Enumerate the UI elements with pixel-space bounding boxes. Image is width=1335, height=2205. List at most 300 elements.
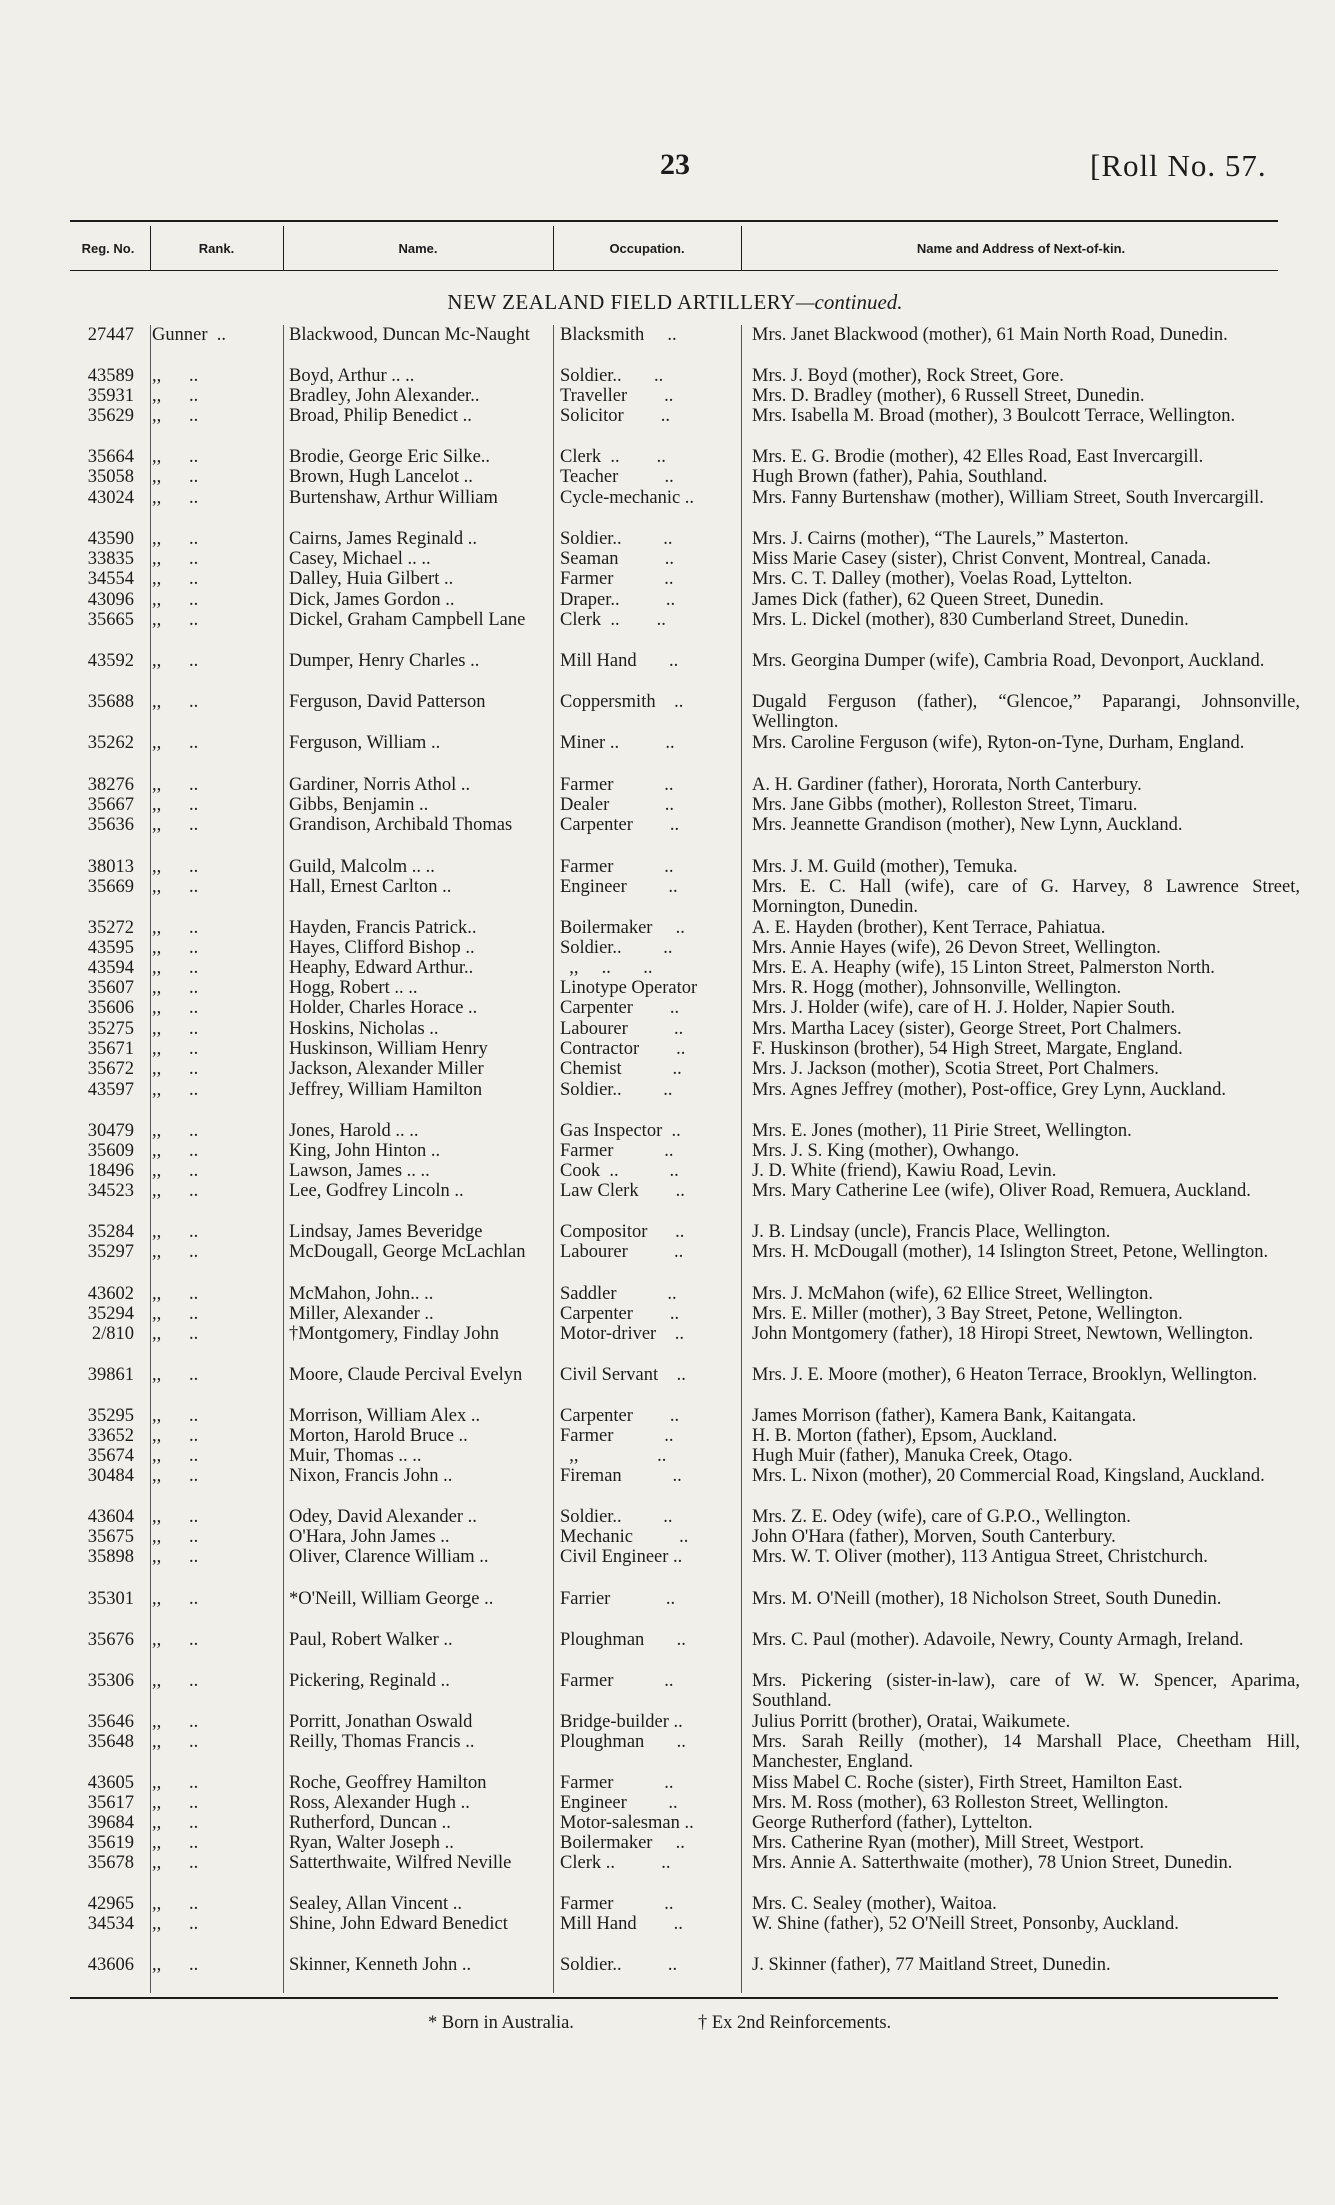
- rank-cell: ,, ..: [152, 1955, 199, 1975]
- name-cell: Ryan, Walter Joseph ..: [289, 1833, 454, 1853]
- next-of-kin-cell: Julius Porritt (brother), Oratai, Waikumete.: [752, 1712, 1071, 1732]
- occupation-cell: Clerk .. ..: [560, 610, 666, 630]
- occupation-cell: Clerk .. ..: [560, 1853, 671, 1873]
- next-of-kin-cell: J. Skinner (father), 77 Maitland Street, Dunedin.: [752, 1955, 1111, 1975]
- name-cell: Dickel, Graham Campbell Lane: [289, 610, 526, 630]
- name-cell: O'Hara, John James ..: [289, 1527, 450, 1547]
- reg-no-cell: 35609: [87, 1141, 134, 1161]
- rank-cell: ,, ..: [152, 386, 199, 406]
- reg-no-cell: 43590: [87, 529, 134, 549]
- rank-cell: ,, ..: [152, 775, 199, 795]
- occupation-cell: Farmer ..: [560, 1671, 674, 1691]
- name-cell: Skinner, Kenneth John ..: [289, 1955, 472, 1975]
- name-cell: Jeffrey, William Hamilton: [289, 1080, 483, 1100]
- occupation-cell: Law Clerk ..: [560, 1181, 685, 1201]
- rank-cell: ,, ..: [152, 1222, 199, 1242]
- next-of-kin-cell: Mrs. Isabella M. Broad (mother), 3 Boulcott Terrace, Wellington.: [752, 406, 1236, 426]
- next-of-kin-cell: Hugh Muir (father), Manuka Creek, Otago.: [752, 1446, 1073, 1466]
- name-cell: Hogg, Robert .. ..: [289, 978, 418, 998]
- next-of-kin-cell: James Dick (father), 62 Queen Street, Dunedin.: [752, 590, 1104, 610]
- name-cell: Lindsay, James Beveridge: [289, 1222, 483, 1242]
- occupation-cell: Civil Engineer ..: [560, 1547, 683, 1567]
- rank-cell: ,, ..: [152, 1466, 199, 1486]
- next-of-kin-cell: A. H. Gardiner (father), Hororata, North Canterbury.: [752, 775, 1142, 795]
- reg-no-cell: 35678: [87, 1853, 134, 1873]
- rank-cell: ,, ..: [152, 857, 199, 877]
- rank-cell: ,, ..: [152, 1121, 199, 1141]
- next-of-kin-cell: Mrs. H. McDougall (mother), 14 Islington Street, Petone, Wellington.: [752, 1242, 1269, 1262]
- rank-cell: ,, ..: [152, 1406, 199, 1426]
- column-header-occupation: Occupation.: [609, 241, 685, 256]
- reg-no-cell: 33652: [87, 1426, 134, 1446]
- reg-no-cell: 35617: [87, 1793, 134, 1813]
- next-of-kin-cell: Mrs. M. O'Neill (mother), 18 Nicholson Street, South Dunedin.: [752, 1589, 1222, 1609]
- reg-no-cell: 35672: [87, 1059, 134, 1079]
- name-cell: Lee, Godfrey Lincoln ..: [289, 1181, 464, 1201]
- next-of-kin-cell: Mrs. Pickering (sister-in-law), care of W. W. Spencer, Aparima, Southland.: [752, 1671, 1300, 1711]
- reg-no-cell: 35295: [87, 1406, 134, 1426]
- name-cell: Brodie, George Eric Silke..: [289, 447, 491, 467]
- rank-cell: ,, ..: [152, 1019, 199, 1039]
- rank-cell: ,, ..: [152, 1712, 199, 1732]
- reg-no-cell: 38276: [87, 775, 134, 795]
- occupation-cell: Chemist ..: [560, 1059, 682, 1079]
- name-cell: Odey, David Alexander ..: [289, 1507, 477, 1527]
- rank-cell: ,, ..: [152, 918, 199, 938]
- occupation-cell: Boilermaker ..: [560, 1833, 685, 1853]
- rank-cell: ,, ..: [152, 549, 199, 569]
- rank-cell: ,, ..: [152, 1671, 199, 1691]
- column-header-name: Name.: [398, 241, 438, 256]
- name-cell: McDougall, George McLachlan: [289, 1242, 526, 1262]
- page-number: 23: [660, 148, 690, 181]
- reg-no-cell: 35262: [87, 733, 134, 753]
- next-of-kin-cell: F. Huskinson (brother), 54 High Street, Margate, England.: [752, 1039, 1183, 1059]
- reg-no-cell: 35646: [87, 1712, 134, 1732]
- reg-no-cell: 35306: [87, 1671, 134, 1691]
- next-of-kin-cell: Dugald Ferguson (father), “Glencoe,” Paparangi, Johnsonville, Wellington.: [752, 692, 1300, 732]
- next-of-kin-cell: Mrs. M. Ross (mother), 63 Rolleston Street, Wellington.: [752, 1793, 1169, 1813]
- reg-no-cell: 34523: [87, 1181, 134, 1201]
- rank-cell: ,, ..: [152, 1242, 199, 1262]
- reg-no-cell: 35931: [87, 386, 134, 406]
- name-cell: Morrison, William Alex ..: [289, 1406, 481, 1426]
- reg-no-cell: 43606: [87, 1955, 134, 1975]
- rank-cell: ,, ..: [152, 1833, 199, 1853]
- occupation-cell: Saddler ..: [560, 1284, 677, 1304]
- rank-cell: ,, ..: [152, 1304, 199, 1324]
- name-cell: Lawson, James .. ..: [289, 1161, 430, 1181]
- occupation-cell: Miner .. ..: [560, 733, 675, 753]
- occupation-cell: Solicitor ..: [560, 406, 670, 426]
- next-of-kin-cell: Mrs. W. T. Oliver (mother), 113 Antigua Street, Christchurch.: [752, 1547, 1208, 1567]
- column-rule: [741, 325, 742, 1993]
- header-rule-bottom: [70, 270, 1278, 271]
- occupation-cell: Clerk .. ..: [560, 447, 666, 467]
- rank-cell: ,, ..: [152, 590, 199, 610]
- reg-no-cell: 43589: [87, 366, 134, 386]
- name-cell: Morton, Harold Bruce ..: [289, 1426, 468, 1446]
- occupation-cell: Labourer ..: [560, 1242, 684, 1262]
- next-of-kin-cell: Mrs. Fanny Burtenshaw (mother), William Street, South Invercargill.: [752, 488, 1264, 508]
- name-cell: Dalley, Huia Gilbert ..: [289, 569, 454, 589]
- name-cell: Burtenshaw, Arthur William: [289, 488, 498, 508]
- name-cell: Jackson, Alexander Miller: [289, 1059, 484, 1079]
- rank-cell: ,, ..: [152, 447, 199, 467]
- occupation-cell: Gas Inspector ..: [560, 1121, 681, 1141]
- rank-cell: ,, ..: [152, 1914, 199, 1934]
- footnote-born-australia: * Born in Australia.: [428, 2013, 574, 2033]
- name-cell: Ross, Alexander Hugh ..: [289, 1793, 470, 1813]
- next-of-kin-cell: Mrs. Annie A. Satterthwaite (mother), 78 Union Street, Dunedin.: [752, 1853, 1233, 1873]
- name-cell: Porritt, Jonathan Oswald: [289, 1712, 473, 1732]
- name-cell: Gardiner, Norris Athol ..: [289, 775, 471, 795]
- occupation-cell: Mechanic ..: [560, 1527, 689, 1547]
- reg-no-cell: 43024: [87, 488, 134, 508]
- next-of-kin-cell: Mrs. Catherine Ryan (mother), Mill Street, Westport.: [752, 1833, 1145, 1853]
- rank-cell: ,, ..: [152, 815, 199, 835]
- name-cell: Holder, Charles Horace ..: [289, 998, 478, 1018]
- reg-no-cell: 35294: [87, 1304, 134, 1324]
- rank-cell: ,, ..: [152, 1426, 199, 1446]
- reg-no-cell: 43096: [87, 590, 134, 610]
- name-cell: Pickering, Reginald ..: [289, 1671, 450, 1691]
- column-rule: [553, 325, 554, 1993]
- rank-cell: ,, ..: [152, 1527, 199, 1547]
- occupation-cell: Soldier.. ..: [560, 366, 664, 386]
- rank-cell: ,, ..: [152, 1446, 199, 1466]
- reg-no-cell: 35676: [87, 1630, 134, 1650]
- name-cell: Oliver, Clarence William ..: [289, 1547, 489, 1567]
- occupation-cell: Soldier.. ..: [560, 1955, 678, 1975]
- occupation-cell: Carpenter ..: [560, 998, 680, 1018]
- reg-no-cell: 35648: [87, 1732, 134, 1752]
- reg-no-cell: 35665: [87, 610, 134, 630]
- reg-no-cell: 35671: [87, 1039, 134, 1059]
- next-of-kin-cell: Mrs. E. A. Heaphy (wife), 15 Linton Street, Palmerston North.: [752, 958, 1215, 978]
- rank-cell: ,, ..: [152, 1853, 199, 1873]
- occupation-cell: Soldier.. ..: [560, 1080, 673, 1100]
- occupation-cell: Labourer ..: [560, 1019, 684, 1039]
- next-of-kin-cell: Mrs. J. Boyd (mother), Rock Street, Gore.: [752, 366, 1064, 386]
- reg-no-cell: 18496: [87, 1161, 134, 1181]
- next-of-kin-cell: Mrs. E. C. Hall (wife), care of G. Harvey, 8 Lawrence Street, Mornington, Dunedin.: [752, 877, 1300, 917]
- rank-cell: ,, ..: [152, 692, 199, 712]
- next-of-kin-cell: Mrs. C. T. Dalley (mother), Voelas Road, Lyttelton.: [752, 569, 1133, 589]
- rank-cell: ,, ..: [152, 1773, 199, 1793]
- rank-cell: ,, ..: [152, 1894, 199, 1914]
- name-cell: Bradley, John Alexander..: [289, 386, 480, 406]
- occupation-cell: Engineer ..: [560, 877, 678, 897]
- next-of-kin-cell: Mrs. J. M. Guild (mother), Temuka.: [752, 857, 1018, 877]
- reg-no-cell: 43595: [87, 938, 134, 958]
- occupation-cell: Seaman ..: [560, 549, 675, 569]
- column-rule: [283, 325, 284, 1993]
- occupation-cell: Blacksmith ..: [560, 325, 677, 345]
- rank-cell: ,, ..: [152, 569, 199, 589]
- name-cell: Hall, Ernest Carlton ..: [289, 877, 452, 897]
- occupation-cell: Soldier.. ..: [560, 1507, 673, 1527]
- rank-cell: ,, ..: [152, 406, 199, 426]
- next-of-kin-cell: Hugh Brown (father), Pahia, Southland.: [752, 467, 1048, 487]
- next-of-kin-cell: John Montgomery (father), 18 Hiropi Street, Newtown, Wellington.: [752, 1324, 1254, 1344]
- next-of-kin-cell: Mrs. Janet Blackwood (mother), 61 Main North Road, Dunedin.: [752, 325, 1228, 345]
- rank-cell: ,, ..: [152, 1365, 199, 1385]
- rank-cell: ,, ..: [152, 1324, 199, 1344]
- name-cell: *O'Neill, William George ..: [289, 1589, 494, 1609]
- next-of-kin-cell: Mrs. E. Miller (mother), 3 Bay Street, Petone, Wellington.: [752, 1304, 1183, 1324]
- reg-no-cell: 35284: [87, 1222, 134, 1242]
- rank-cell: ,, ..: [152, 1161, 199, 1181]
- reg-no-cell: 43594: [87, 958, 134, 978]
- reg-no-cell: 35675: [87, 1527, 134, 1547]
- header-rule-top: [70, 220, 1278, 222]
- name-cell: Cairns, James Reginald ..: [289, 529, 478, 549]
- occupation-cell: Farmer ..: [560, 1141, 674, 1161]
- next-of-kin-cell: Mrs. Georgina Dumper (wife), Cambria Road, Devonport, Auckland.: [752, 651, 1265, 671]
- name-cell: Casey, Michael .. ..: [289, 549, 431, 569]
- occupation-cell: ,, ..: [560, 1446, 667, 1466]
- reg-no-cell: 38013: [87, 857, 134, 877]
- reg-no-cell: 35606: [87, 998, 134, 1018]
- name-cell: Nixon, Francis John ..: [289, 1466, 453, 1486]
- rank-cell: ,, ..: [152, 733, 199, 753]
- occupation-cell: Mill Hand ..: [560, 1914, 683, 1934]
- reg-no-cell: 27447: [87, 325, 134, 345]
- column-header-reg-no: Reg. No.: [81, 241, 135, 256]
- name-cell: Grandison, Archibald Thomas: [289, 815, 513, 835]
- next-of-kin-cell: H. B. Morton (father), Epsom, Auckland.: [752, 1426, 1058, 1446]
- name-cell: Miller, Alexander ..: [289, 1304, 434, 1324]
- occupation-cell: Ploughman ..: [560, 1630, 686, 1650]
- name-cell: Ferguson, David Patterson: [289, 692, 486, 712]
- next-of-kin-cell: Mrs. J. Jackson (mother), Scotia Street, Port Chalmers.: [752, 1059, 1159, 1079]
- reg-no-cell: 30484: [87, 1466, 134, 1486]
- name-cell: Shine, John Edward Benedict: [289, 1914, 508, 1934]
- name-cell: Broad, Philip Benedict ..: [289, 406, 472, 426]
- rank-cell: ,, ..: [152, 1080, 199, 1100]
- next-of-kin-cell: Mrs. Agnes Jeffrey (mother), Post-office, Grey Lynn, Auckland.: [752, 1080, 1227, 1100]
- name-cell: Reilly, Thomas Francis ..: [289, 1732, 475, 1752]
- occupation-cell: Farmer ..: [560, 857, 674, 877]
- next-of-kin-cell: John O'Hara (father), Morven, South Canterbury.: [752, 1527, 1116, 1547]
- section-title: NEW ZEALAND FIELD ARTILLERY: [447, 290, 796, 314]
- reg-no-cell: 35272: [87, 918, 134, 938]
- name-cell: Sealey, Allan Vincent ..: [289, 1894, 463, 1914]
- rank-cell: ,, ..: [152, 795, 199, 815]
- rank-cell: ,, ..: [152, 1039, 199, 1059]
- next-of-kin-cell: James Morrison (father), Kamera Bank, Kaitangata.: [752, 1406, 1137, 1426]
- occupation-cell: ,, .. ..: [560, 958, 653, 978]
- column-header-next-of-kin: Name and Address of Next-of-kin.: [916, 241, 1126, 256]
- next-of-kin-cell: Mrs. L. Dickel (mother), 830 Cumberland Street, Dunedin.: [752, 610, 1189, 630]
- occupation-cell: Boilermaker ..: [560, 918, 685, 938]
- next-of-kin-cell: Mrs. J. McMahon (wife), 62 Ellice Street, Wellington.: [752, 1284, 1153, 1304]
- reg-no-cell: 43597: [87, 1080, 134, 1100]
- column-rule: [150, 325, 151, 1993]
- name-cell: Huskinson, William Henry: [289, 1039, 488, 1059]
- name-cell: Paul, Robert Walker ..: [289, 1630, 453, 1650]
- occupation-cell: Cook .. ..: [560, 1161, 679, 1181]
- reg-no-cell: 35629: [87, 406, 134, 426]
- name-cell: Roche, Geoffrey Hamilton: [289, 1773, 487, 1793]
- next-of-kin-cell: Mrs. C. Sealey (mother), Waitoa.: [752, 1894, 997, 1914]
- next-of-kin-cell: Mrs. C. Paul (mother). Adavoile, Newry, County Armagh, Ireland.: [752, 1630, 1244, 1650]
- name-cell: Brown, Hugh Lancelot ..: [289, 467, 473, 487]
- occupation-cell: Engineer ..: [560, 1793, 678, 1813]
- rank-cell: ,, ..: [152, 1589, 199, 1609]
- name-cell: Hayes, Clifford Bishop ..: [289, 938, 475, 958]
- next-of-kin-cell: Mrs. Jane Gibbs (mother), Rolleston Street, Timaru.: [752, 795, 1138, 815]
- reg-no-cell: 35619: [87, 1833, 134, 1853]
- next-of-kin-cell: Mrs. E. Jones (mother), 11 Pirie Street, Wellington.: [752, 1121, 1132, 1141]
- occupation-cell: Motor-driver ..: [560, 1324, 684, 1344]
- name-cell: Ferguson, William ..: [289, 733, 441, 753]
- rank-cell: ,, ..: [152, 610, 199, 630]
- rank-cell: ,, ..: [152, 938, 199, 958]
- occupation-cell: Dealer ..: [560, 795, 675, 815]
- rank-cell: ,, ..: [152, 877, 199, 897]
- occupation-cell: Carpenter ..: [560, 1304, 680, 1324]
- rank-cell: ,, ..: [152, 1732, 199, 1752]
- occupation-cell: Teacher ..: [560, 467, 674, 487]
- rank-cell: ,, ..: [152, 529, 199, 549]
- occupation-cell: Farmer ..: [560, 1773, 674, 1793]
- rank-cell: ,, ..: [152, 1507, 199, 1527]
- next-of-kin-cell: Mrs. J. Cairns (mother), “The Laurels,” Masterton.: [752, 529, 1129, 549]
- reg-no-cell: 35607: [87, 978, 134, 998]
- next-of-kin-cell: Miss Marie Casey (sister), Christ Convent, Montreal, Canada.: [752, 549, 1211, 569]
- rank-cell: ,, ..: [152, 1059, 199, 1079]
- next-of-kin-cell: Mrs. Annie Hayes (wife), 26 Devon Street, Wellington.: [752, 938, 1161, 958]
- next-of-kin-cell: Mrs. Z. E. Odey (wife), care of G.P.O., Wellington.: [752, 1507, 1131, 1527]
- next-of-kin-cell: Miss Mabel C. Roche (sister), Firth Street, Hamilton East.: [752, 1773, 1183, 1793]
- next-of-kin-cell: J. B. Lindsay (uncle), Francis Place, Wellington.: [752, 1222, 1111, 1242]
- rank-cell: ,, ..: [152, 651, 199, 671]
- name-cell: Satterthwaite, Wilfred Neville: [289, 1853, 512, 1873]
- rank-cell: ,, ..: [152, 1181, 199, 1201]
- reg-no-cell: 43605: [87, 1773, 134, 1793]
- reg-no-cell: 35058: [87, 467, 134, 487]
- next-of-kin-cell: Mrs. E. G. Brodie (mother), 42 Elles Road, East Invercargill.: [752, 447, 1204, 467]
- rank-cell: ,, ..: [152, 1141, 199, 1161]
- reg-no-cell: 35667: [87, 795, 134, 815]
- occupation-cell: Soldier.. ..: [560, 938, 673, 958]
- name-cell: McMahon, John.. ..: [289, 1284, 434, 1304]
- reg-no-cell: 34534: [87, 1914, 134, 1934]
- name-cell: †Montgomery, Findlay John: [289, 1324, 500, 1344]
- section-continued: —continued.: [795, 290, 903, 314]
- name-cell: Hoskins, Nicholas ..: [289, 1019, 439, 1039]
- footnote-ex-2nd-reinforcements: † Ex 2nd Reinforcements.: [698, 2013, 892, 2033]
- name-cell: Hayden, Francis Patrick..: [289, 918, 477, 938]
- name-cell: Heaphy, Edward Arthur..: [289, 958, 474, 978]
- occupation-cell: Coppersmith ..: [560, 692, 684, 712]
- next-of-kin-cell: Mrs. L. Nixon (mother), 20 Commercial Road, Kingsland, Auckland.: [752, 1466, 1265, 1486]
- reg-no-cell: 35669: [87, 877, 134, 897]
- occupation-cell: Compositor ..: [560, 1222, 685, 1242]
- name-cell: Gibbs, Benjamin ..: [289, 795, 429, 815]
- reg-no-cell: 42965: [87, 1894, 134, 1914]
- occupation-cell: Traveller ..: [560, 386, 674, 406]
- occupation-cell: Farmer ..: [560, 1894, 674, 1914]
- occupation-cell: Farmer ..: [560, 1426, 674, 1446]
- section-heading: [150, 290, 1200, 315]
- occupation-cell: Draper.. ..: [560, 590, 676, 610]
- reg-no-cell: 35301: [87, 1589, 134, 1609]
- next-of-kin-cell: Mrs. J. E. Moore (mother), 6 Heaton Terrace, Brooklyn, Wellington.: [752, 1365, 1258, 1385]
- occupation-cell: Ploughman ..: [560, 1732, 686, 1752]
- reg-no-cell: 39861: [87, 1365, 134, 1385]
- rank-cell: ,, ..: [152, 1284, 199, 1304]
- next-of-kin-cell: Mrs. Martha Lacey (sister), George Street, Port Chalmers.: [752, 1019, 1182, 1039]
- reg-no-cell: 35297: [87, 1242, 134, 1262]
- reg-no-cell: 34554: [87, 569, 134, 589]
- next-of-kin-cell: Mrs. J. Holder (wife), care of H. J. Holder, Napier South.: [752, 998, 1176, 1018]
- rank-cell: ,, ..: [152, 488, 199, 508]
- rank-cell: ,, ..: [152, 1793, 199, 1813]
- name-cell: Dumper, Henry Charles ..: [289, 651, 480, 671]
- rank-cell: ,, ..: [152, 998, 199, 1018]
- reg-no-cell: 35688: [87, 692, 134, 712]
- name-cell: Blackwood, Duncan Mc-Naught: [289, 325, 530, 345]
- next-of-kin-cell: Mrs. Caroline Ferguson (wife), Ryton-on-Tyne, Durham, England.: [752, 733, 1245, 753]
- reg-no-cell: 35674: [87, 1446, 134, 1466]
- occupation-cell: Civil Servant ..: [560, 1365, 686, 1385]
- bottom-rule: [70, 1997, 1278, 1999]
- name-cell: Dick, James Gordon ..: [289, 590, 455, 610]
- reg-no-cell: 33835: [87, 549, 134, 569]
- column-header-rank: Rank.: [198, 241, 235, 256]
- occupation-cell: Carpenter ..: [560, 1406, 680, 1426]
- occupation-cell: Soldier.. ..: [560, 529, 673, 549]
- name-cell: Jones, Harold .. ..: [289, 1121, 419, 1141]
- rank-cell: Gunner ..: [152, 325, 226, 345]
- occupation-cell: Farrier ..: [560, 1589, 676, 1609]
- next-of-kin-cell: Mrs. D. Bradley (mother), 6 Russell Street, Dunedin.: [752, 386, 1145, 406]
- next-of-kin-cell: Mrs. Jeannette Grandison (mother), New Lynn, Auckland.: [752, 815, 1183, 835]
- reg-no-cell: 2/810: [91, 1324, 134, 1344]
- rank-cell: ,, ..: [152, 1630, 199, 1650]
- reg-no-cell: 43604: [87, 1507, 134, 1527]
- next-of-kin-cell: Mrs. Mary Catherine Lee (wife), Oliver Road, Remuera, Auckland.: [752, 1181, 1251, 1201]
- name-cell: Moore, Claude Percival Evelyn: [289, 1365, 523, 1385]
- name-cell: Muir, Thomas .. ..: [289, 1446, 422, 1466]
- occupation-cell: Linotype Operator: [560, 978, 698, 998]
- next-of-kin-cell: Mrs. R. Hogg (mother), Johnsonville, Wellington.: [752, 978, 1122, 998]
- occupation-cell: Contractor ..: [560, 1039, 686, 1059]
- occupation-cell: Farmer ..: [560, 569, 674, 589]
- occupation-cell: Carpenter ..: [560, 815, 680, 835]
- reg-no-cell: 35664: [87, 447, 134, 467]
- reg-no-cell: 30479: [87, 1121, 134, 1141]
- next-of-kin-cell: George Rutherford (father), Lyttelton.: [752, 1813, 1033, 1833]
- occupation-cell: Mill Hand ..: [560, 651, 679, 671]
- name-cell: Rutherford, Duncan ..: [289, 1813, 451, 1833]
- occupation-cell: Farmer ..: [560, 775, 674, 795]
- rank-cell: ,, ..: [152, 1813, 199, 1833]
- next-of-kin-cell: W. Shine (father), 52 O'Neill Street, Ponsonby, Auckland.: [752, 1914, 1179, 1934]
- next-of-kin-cell: A. E. Hayden (brother), Kent Terrace, Pahiatua.: [752, 918, 1106, 938]
- rank-cell: ,, ..: [152, 1547, 199, 1567]
- occupation-cell: Bridge-builder ..: [560, 1712, 683, 1732]
- next-of-kin-cell: J. D. White (friend), Kawiu Road, Levin.: [752, 1161, 1057, 1181]
- occupation-cell: Fireman ..: [560, 1466, 682, 1486]
- name-cell: King, John Hinton ..: [289, 1141, 441, 1161]
- name-cell: Boyd, Arthur .. ..: [289, 366, 415, 386]
- reg-no-cell: 43592: [87, 651, 134, 671]
- occupation-cell: Cycle-mechanic ..: [560, 488, 695, 508]
